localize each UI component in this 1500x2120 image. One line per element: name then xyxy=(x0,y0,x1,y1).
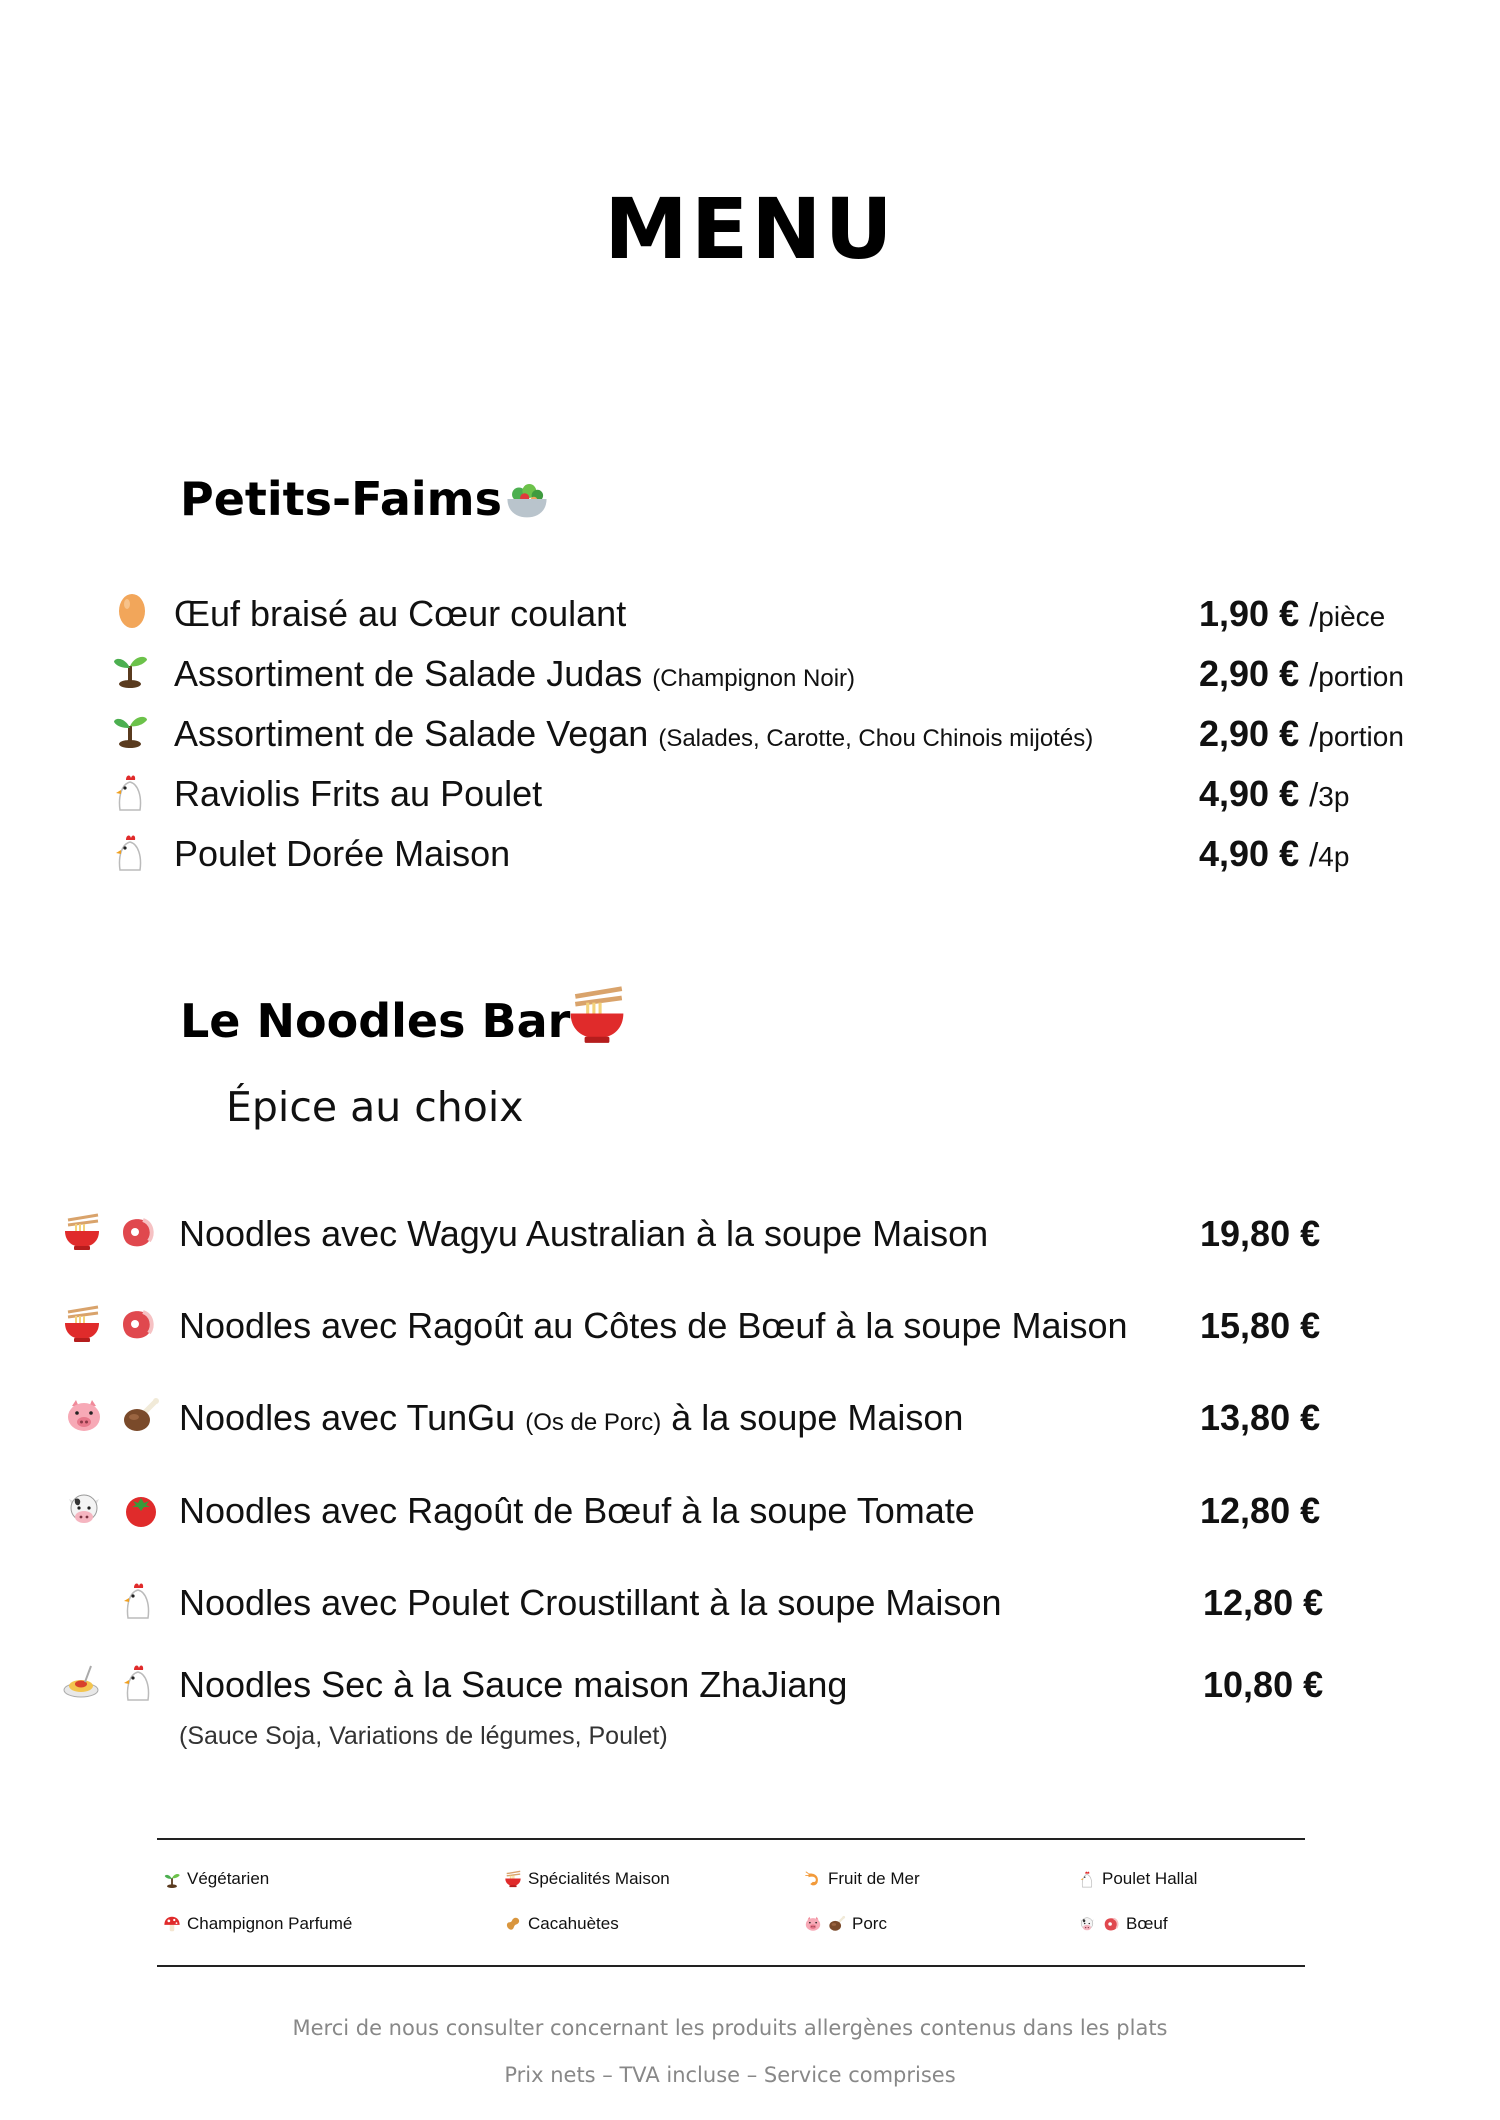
section-subtitle: Épice au choix xyxy=(226,1083,524,1131)
spaghetti-icon xyxy=(61,1662,101,1702)
legend-item-poulet-hallal: Poulet Hallal xyxy=(1078,1869,1197,1889)
menu-item-price: 10,80 € xyxy=(1203,1664,1324,1705)
menu-item-name: Noodles avec Ragoût de Bœuf à la soupe Tomate xyxy=(179,1490,975,1531)
legend-top-rule xyxy=(157,1838,1305,1840)
menu-item-name: Œuf braisé au Cœur coulant xyxy=(174,593,627,634)
meat-bone-icon xyxy=(828,1915,846,1933)
meat-icon xyxy=(117,1212,157,1252)
menu-item-detail: (Sauce Soja, Variations de légumes, Poulet) xyxy=(179,1722,668,1750)
chicken-icon xyxy=(1078,1870,1096,1888)
pig-icon xyxy=(64,1396,104,1436)
menu-item-price: 4,90 € /4p xyxy=(1199,833,1350,874)
shrimp-icon xyxy=(804,1870,822,1888)
cow-icon xyxy=(1078,1915,1096,1933)
seedling-icon xyxy=(110,648,150,688)
noodle-bowl-icon xyxy=(62,1212,102,1252)
chicken-icon xyxy=(110,832,150,872)
section-heading-petits-faims: Petits-Faims xyxy=(180,472,502,526)
section-heading-noodles-bar: Le Noodles Bar xyxy=(180,994,571,1048)
menu-item-name: Assortiment de Salade Judas (Champignon Noir) xyxy=(174,653,856,694)
legend-item-boeuf: Bœuf xyxy=(1078,1914,1168,1934)
legend-item-fruit-de-mer: Fruit de Mer xyxy=(804,1869,920,1889)
meat-bone-icon xyxy=(121,1396,161,1436)
menu-item-price: 13,80 € xyxy=(1200,1397,1321,1438)
menu-item-price: 15,80 € xyxy=(1200,1305,1321,1346)
cow-icon xyxy=(64,1489,104,1529)
menu-item-price: 2,90 € /portion xyxy=(1199,653,1404,694)
noodle-bowl-icon xyxy=(504,1870,522,1888)
menu-item-name: Noodles avec Wagyu Australian à la soupe Maison xyxy=(179,1213,989,1254)
chicken-icon xyxy=(110,772,150,812)
chicken-icon xyxy=(118,1580,158,1620)
chicken-icon xyxy=(118,1662,158,1702)
menu-item-price: 2,90 € /portion xyxy=(1199,713,1404,754)
menu-item-name: Assortiment de Salade Vegan (Salades, Carotte, Chou Chinois mijotés) xyxy=(174,713,1094,754)
menu-item-price: 1,90 € /pièce xyxy=(1199,593,1386,634)
allergen-notice: Merci de nous consulter concernant les produits allergènes contenus dans les plats xyxy=(292,2016,1168,2040)
menu-item-price: 4,90 € /3p xyxy=(1199,773,1350,814)
noodle-bowl-icon xyxy=(566,984,628,1046)
peanut-icon xyxy=(504,1915,522,1933)
meat-icon xyxy=(1102,1915,1120,1933)
menu-item-name: Noodles Sec à la Sauce maison ZhaJiang xyxy=(179,1664,848,1705)
menu-item-price: 12,80 € xyxy=(1200,1490,1321,1531)
menu-item-name: Noodles avec TunGu (Os de Porc) à la soupe Maison xyxy=(179,1397,964,1438)
price-notice: Prix nets – TVA incluse – Service comprises xyxy=(504,2063,956,2087)
menu-item-name: Noodles avec Poulet Croustillant à la soupe Maison xyxy=(179,1582,1002,1623)
legend-item-cacahuetes: Cacahuètes xyxy=(504,1914,619,1934)
legend-bottom-rule xyxy=(157,1965,1305,1967)
legend-item-vegetarian: Végétarien xyxy=(163,1869,269,1889)
legend-item-porc: Porc xyxy=(804,1914,887,1934)
menu-item-name: Noodles avec Ragoût au Côtes de Bœuf à la soupe Maison xyxy=(179,1305,1128,1346)
seedling-icon xyxy=(163,1870,181,1888)
menu-title: MENU xyxy=(604,180,896,278)
legend-item-champignon: Champignon Parfumé xyxy=(163,1914,352,1934)
menu-item-name: Raviolis Frits au Poulet xyxy=(174,773,543,814)
seedling-icon xyxy=(110,708,150,748)
meat-icon xyxy=(117,1304,157,1344)
salad-bowl-icon xyxy=(504,476,550,522)
egg-icon xyxy=(112,590,152,630)
menu-item-price: 19,80 € xyxy=(1200,1213,1321,1254)
mushroom-icon xyxy=(163,1915,181,1933)
tomato-icon xyxy=(121,1489,161,1529)
legend-item-specialites: Spécialités Maison xyxy=(504,1869,670,1889)
pig-icon xyxy=(804,1915,822,1933)
noodle-bowl-icon xyxy=(62,1304,102,1344)
menu-item-name: Poulet Dorée Maison xyxy=(174,833,511,874)
menu-item-price: 12,80 € xyxy=(1203,1582,1324,1623)
